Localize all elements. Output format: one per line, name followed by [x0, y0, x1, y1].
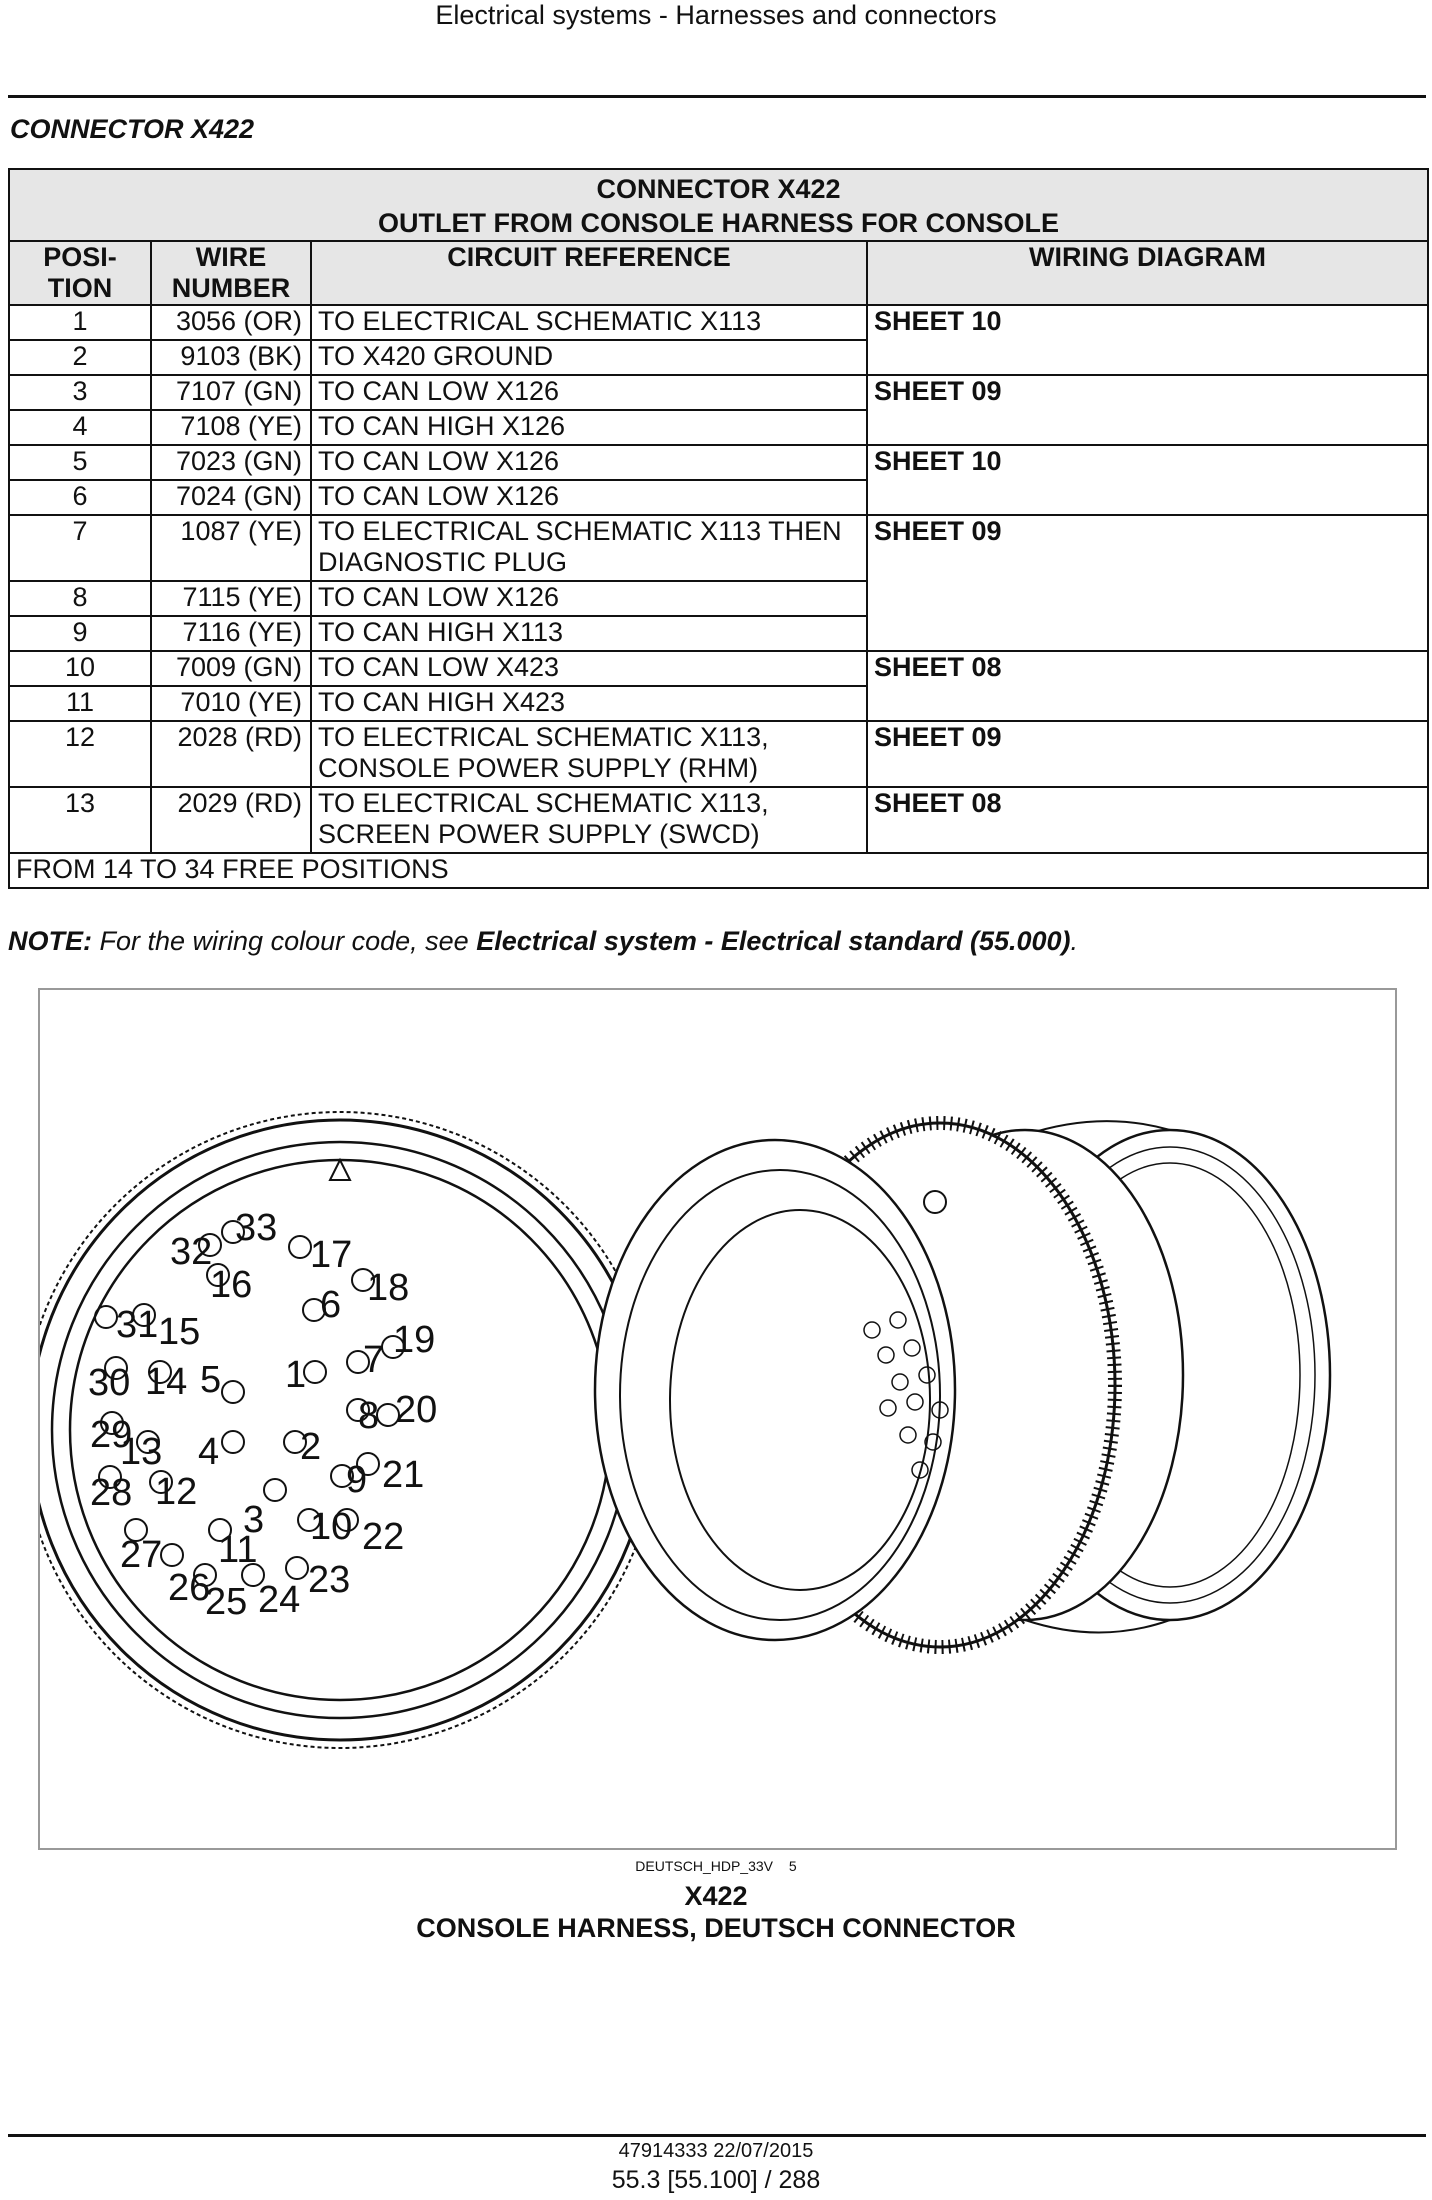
cell-circuit: TO CAN LOW X423 — [311, 651, 867, 686]
pin-label-15: 15 — [158, 1311, 201, 1353]
note — [8, 926, 1078, 957]
cell-wire: 1087 (YE) — [151, 515, 311, 581]
pin-label-12: 12 — [155, 1471, 198, 1513]
pin-label-29: 29 — [90, 1414, 133, 1456]
pin-label-7: 7 — [363, 1339, 385, 1381]
pin-label-26: 26 — [168, 1567, 211, 1609]
pin-label-2: 2 — [300, 1426, 322, 1468]
table-title-line2: OUTLET FROM CONSOLE HARNESS FOR CONSOLE — [378, 208, 1060, 238]
cell-sheet: SHEET 09 — [867, 515, 1428, 651]
pin-cavity-26 — [161, 1544, 183, 1566]
pin-label-4: 4 — [198, 1431, 220, 1473]
cell-position: 4 — [9, 410, 151, 445]
cell-position: 9 — [9, 616, 151, 651]
cell-position: 10 — [9, 651, 151, 686]
col-header-position-line2: TION — [47, 273, 113, 303]
table-title — [9, 169, 1428, 241]
table-title-row — [9, 169, 1428, 241]
cell-circuit: TO CAN HIGH X126 — [311, 410, 867, 445]
table-row — [9, 721, 1428, 787]
pin-label-8: 8 — [358, 1395, 380, 1437]
cell-sheet: SHEET 09 — [867, 375, 1428, 445]
cell-circuit-line1: TO ELECTRICAL SCHEMATIC X113, — [318, 722, 769, 752]
pin-label-28: 28 — [90, 1472, 133, 1514]
note-end: . — [1070, 926, 1079, 956]
cell-position: 1 — [9, 305, 151, 340]
pin-label-11: 11 — [218, 1529, 258, 1571]
connector-drawing — [40, 990, 1395, 1848]
cell-position: 3 — [9, 375, 151, 410]
pin-label-32: 32 — [170, 1231, 213, 1273]
cell-sheet: SHEET 10 — [867, 305, 1428, 375]
cell-position: 12 — [9, 721, 151, 787]
cell-position: 2 — [9, 340, 151, 375]
cell-sheet: SHEET 08 — [867, 787, 1428, 853]
table-row — [9, 651, 1428, 686]
col-header-diagram: WIRING DIAGRAM — [867, 241, 1428, 305]
pin-label-20: 20 — [395, 1389, 438, 1431]
cell-sheet: SHEET 08 — [867, 651, 1428, 721]
pin-label-21: 21 — [382, 1454, 425, 1496]
cell-wire: 2028 (RD) — [151, 721, 311, 787]
cell-position: 7 — [9, 515, 151, 581]
footer-divider — [8, 2134, 1426, 2137]
cell-wire: 7023 (GN) — [151, 445, 311, 480]
cell-circuit: TO CAN LOW X126 — [311, 480, 867, 515]
pin-label-1: 1 — [285, 1354, 307, 1396]
cell-circuit: TO CAN HIGH X423 — [311, 686, 867, 721]
note-reference[interactable]: Electrical system - Electrical standard (55.000) — [476, 926, 1071, 956]
pin-label-17: 17 — [310, 1234, 353, 1276]
pin-cavity-1 — [304, 1361, 326, 1383]
pin-label-3: 3 — [243, 1499, 265, 1541]
pin-label-30: 30 — [88, 1362, 131, 1404]
cell-wire: 7009 (GN) — [151, 651, 311, 686]
table-footer: FROM 14 TO 34 FREE POSITIONS — [9, 853, 1428, 888]
cell-circuit — [311, 787, 867, 853]
cell-wire: 7024 (GN) — [151, 480, 311, 515]
cell-circuit — [311, 721, 867, 787]
pin-label-31: 31 — [116, 1304, 159, 1346]
figure-caption — [0, 1880, 1432, 1944]
cell-circuit: TO ELECTRICAL SCHEMATIC X113 — [311, 305, 867, 340]
cell-wire: 7116 (YE) — [151, 616, 311, 651]
pin-label-13: 13 — [120, 1431, 163, 1473]
table-row — [9, 375, 1428, 410]
face-key-notch — [330, 1160, 350, 1180]
figure-code-line — [0, 1858, 1432, 1874]
face-middle-ring — [52, 1142, 628, 1718]
cell-circuit: TO CAN LOW X126 — [311, 581, 867, 616]
connector-pins — [88, 1207, 437, 1623]
figure-number: 5 — [788, 1858, 797, 1874]
cell-wire: 7107 (GN) — [151, 375, 311, 410]
cell-wire: 9103 (BK) — [151, 340, 311, 375]
table-row — [9, 305, 1428, 340]
note-label: NOTE: — [8, 926, 92, 956]
pin-cavity-17 — [289, 1236, 311, 1258]
connector-face-view — [40, 1112, 658, 1748]
table-title-line1: CONNECTOR X422 — [596, 174, 841, 204]
cell-circuit-line2: DIAGNOSTIC PLUG — [318, 547, 568, 577]
col-header-circuit: CIRCUIT REFERENCE — [311, 241, 867, 305]
pin-label-9: 9 — [346, 1459, 368, 1501]
cell-position: 13 — [9, 787, 151, 853]
cell-sheet: SHEET 10 — [867, 445, 1428, 515]
cell-position: 11 — [9, 686, 151, 721]
figure-title-line1: X422 — [684, 1881, 748, 1911]
pin-label-18: 18 — [367, 1267, 410, 1309]
pin-cavity-5 — [222, 1381, 244, 1403]
cell-circuit: TO CAN LOW X126 — [311, 375, 867, 410]
pin-label-22: 22 — [362, 1516, 405, 1558]
pin-cavity-23 — [286, 1557, 308, 1579]
cell-sheet: SHEET 09 — [867, 721, 1428, 787]
pin-label-10: 10 — [310, 1506, 353, 1548]
col-header-position-line1: POSI- — [43, 242, 117, 272]
table-footer-row — [9, 853, 1428, 888]
figure-code: DEUTSCH_HDP_33V — [635, 1858, 774, 1874]
document-number: 47914333 22/07/2015 — [618, 2140, 814, 2162]
table-row — [9, 515, 1428, 581]
pin-label-33: 33 — [235, 1207, 278, 1249]
header-divider — [8, 95, 1426, 98]
note-text: For the wiring colour code, see — [99, 926, 469, 956]
connector-table — [8, 168, 1429, 889]
cell-circuit-line1: TO ELECTRICAL SCHEMATIC X113 THEN — [318, 516, 842, 546]
pin-cavity-31 — [95, 1306, 117, 1328]
page-header: Electrical systems - Harnesses and connectors — [435, 0, 997, 30]
cell-position: 6 — [9, 480, 151, 515]
cell-wire: 2029 (RD) — [151, 787, 311, 853]
col-header-position — [9, 241, 151, 305]
pin-label-16: 16 — [210, 1264, 253, 1306]
page-number: 55.3 [55.100] / 288 — [611, 2166, 821, 2194]
table-header-row — [9, 241, 1428, 305]
figure-title-line2: CONSOLE HARNESS, DEUTSCH CONNECTOR — [416, 1913, 1016, 1943]
pin-label-5: 5 — [200, 1359, 222, 1401]
cell-circuit: TO X420 GROUND — [311, 340, 867, 375]
section-title: CONNECTOR X422 — [10, 114, 255, 144]
pin-label-6: 6 — [320, 1284, 342, 1326]
cell-wire: 3056 (OR) — [151, 305, 311, 340]
col-header-wire-line2: NUMBER — [171, 273, 291, 303]
connector-figure — [38, 988, 1397, 1850]
cell-circuit-line1: TO ELECTRICAL SCHEMATIC X113, — [318, 788, 769, 818]
cell-wire: 7108 (YE) — [151, 410, 311, 445]
cell-wire: 7010 (YE) — [151, 686, 311, 721]
cell-circuit-line2: SCREEN POWER SUPPLY (SWCD) — [318, 819, 760, 849]
cell-circuit-line2: CONSOLE POWER SUPPLY (RHM) — [318, 753, 759, 783]
pin-label-24: 24 — [258, 1579, 301, 1621]
pin-label-27: 27 — [120, 1534, 163, 1576]
table-row — [9, 787, 1428, 853]
cell-circuit — [311, 515, 867, 581]
pin-cavity-3 — [264, 1479, 286, 1501]
rear-shell-bottom — [1025, 1620, 1170, 1633]
col-header-wire — [151, 241, 311, 305]
cell-circuit: TO CAN LOW X126 — [311, 445, 867, 480]
pin-label-25: 25 — [205, 1581, 248, 1623]
pin-label-19: 19 — [393, 1319, 436, 1361]
cell-position: 5 — [9, 445, 151, 480]
col-header-wire-line1: WIRE — [195, 242, 267, 272]
pin-label-23: 23 — [308, 1559, 351, 1601]
connector-side-view — [595, 1121, 1330, 1647]
face-knurl-ring — [40, 1112, 658, 1748]
cell-circuit: TO CAN HIGH X113 — [311, 616, 867, 651]
cell-wire: 7115 (YE) — [151, 581, 311, 616]
cell-position: 8 — [9, 581, 151, 616]
pin-label-14: 14 — [145, 1361, 188, 1403]
table-row — [9, 445, 1428, 480]
pin-cavity-4 — [222, 1431, 244, 1453]
